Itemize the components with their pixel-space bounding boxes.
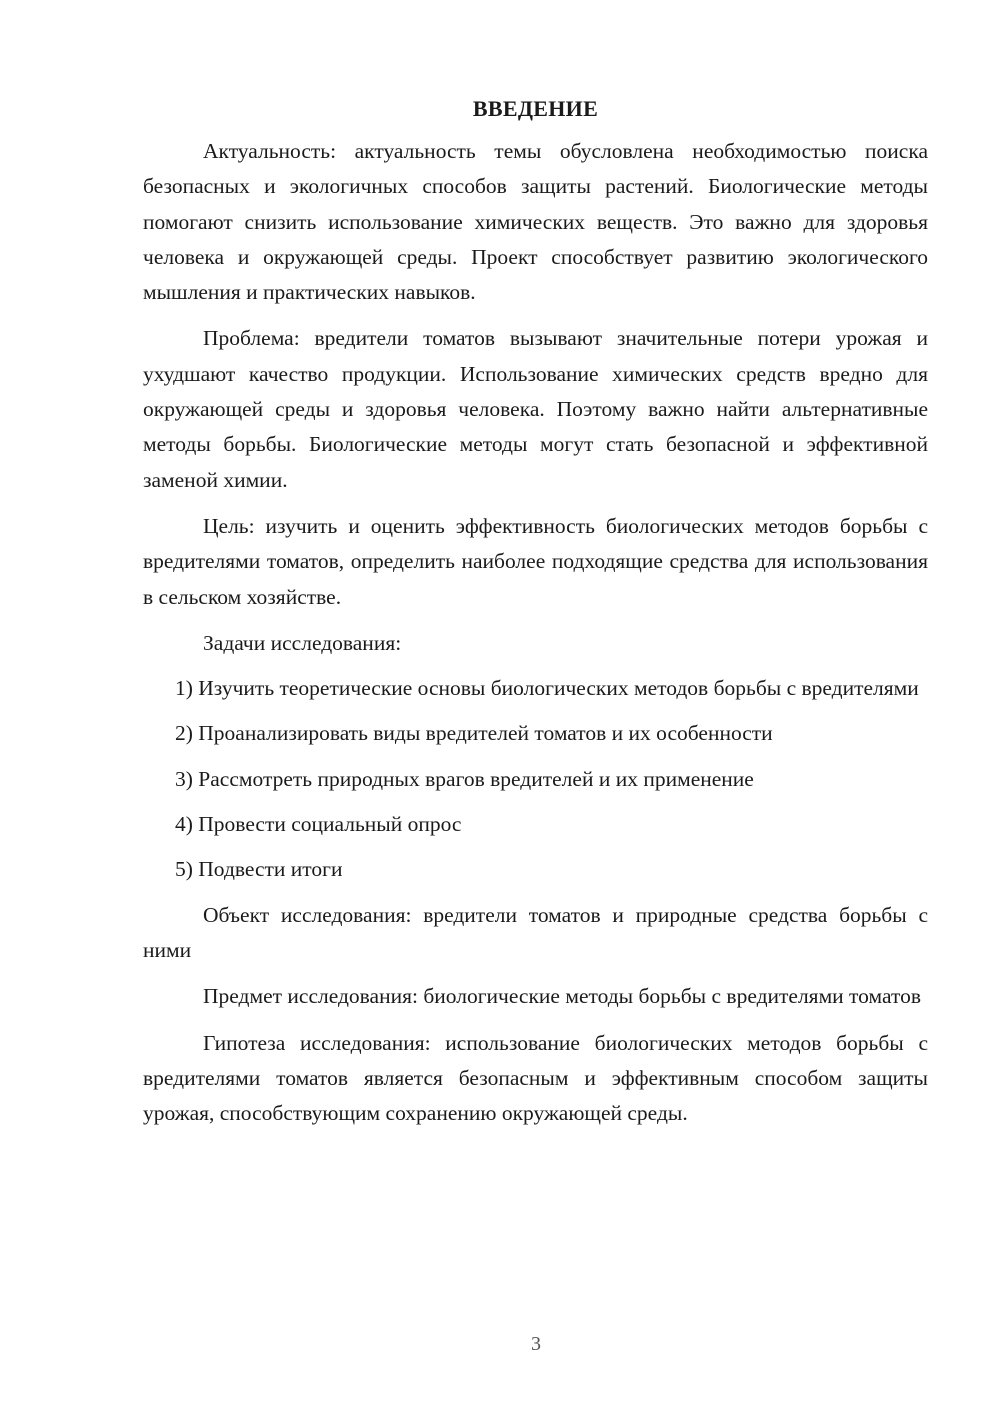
task-item-4: 4) Провести социальный опрос bbox=[175, 812, 462, 837]
paragraph-problem: Проблема: вредители томатов вызывают значительные потери урожая и ухудшают качество продукции. Использование химических средств вредно для окружающей среды и здоровья человека. Поэтому важно найти альтернативные методы борьбы. Биологические методы могут стать безопасной и эффективной заменой химии. bbox=[143, 326, 928, 492]
paragraph-subject: Предмет исследования: биологические методы борьбы с вредителями томатов bbox=[203, 984, 921, 1009]
document-page bbox=[143, 92, 928, 1142]
task-item-2: 2) Проанализировать виды вредителей томатов и их особенности bbox=[175, 721, 773, 746]
tasks-list bbox=[143, 671, 928, 887]
task-item-5: 5) Подвести итоги bbox=[175, 857, 343, 882]
paragraph-hypothesis: Гипотеза исследования: использование биологических методов борьбы с вредителями томатов является безопасным и эффективным способом защиты урожая, способствующим сохранению окружающей среды. bbox=[143, 1030, 928, 1126]
page-number: 3 bbox=[531, 1333, 541, 1355]
document-title: ВВЕДЕНИЕ bbox=[472, 96, 599, 121]
paragraph-relevance: Актуальность: актуальность темы обусловлена необходимостью поиска безопасных и экологичных способов защиты растений. Биологические методы помогают снизить использование химических веществ. Это важно для здоровья человека и окружающей среды. Проект способствует развитию экологического мышления и практических навыков. bbox=[143, 139, 928, 305]
paragraph-goal: Цель: изучить и оценить эффективность биологических методов борьбы с вредителями томатов, определить наиболее подходящие средства для использования в сельском хозяйстве. bbox=[143, 513, 928, 609]
task-item-3: 3) Рассмотреть природных врагов вредителей и их применение bbox=[175, 766, 754, 791]
paragraph-object: Объект исследования: вредители томатов и природные средства борьбы с ними bbox=[143, 902, 928, 962]
tasks-heading: Задачи исследования: bbox=[203, 630, 402, 655]
task-item-1: 1) Изучить теоретические основы биологических методов борьбы с вредителями bbox=[175, 676, 919, 701]
